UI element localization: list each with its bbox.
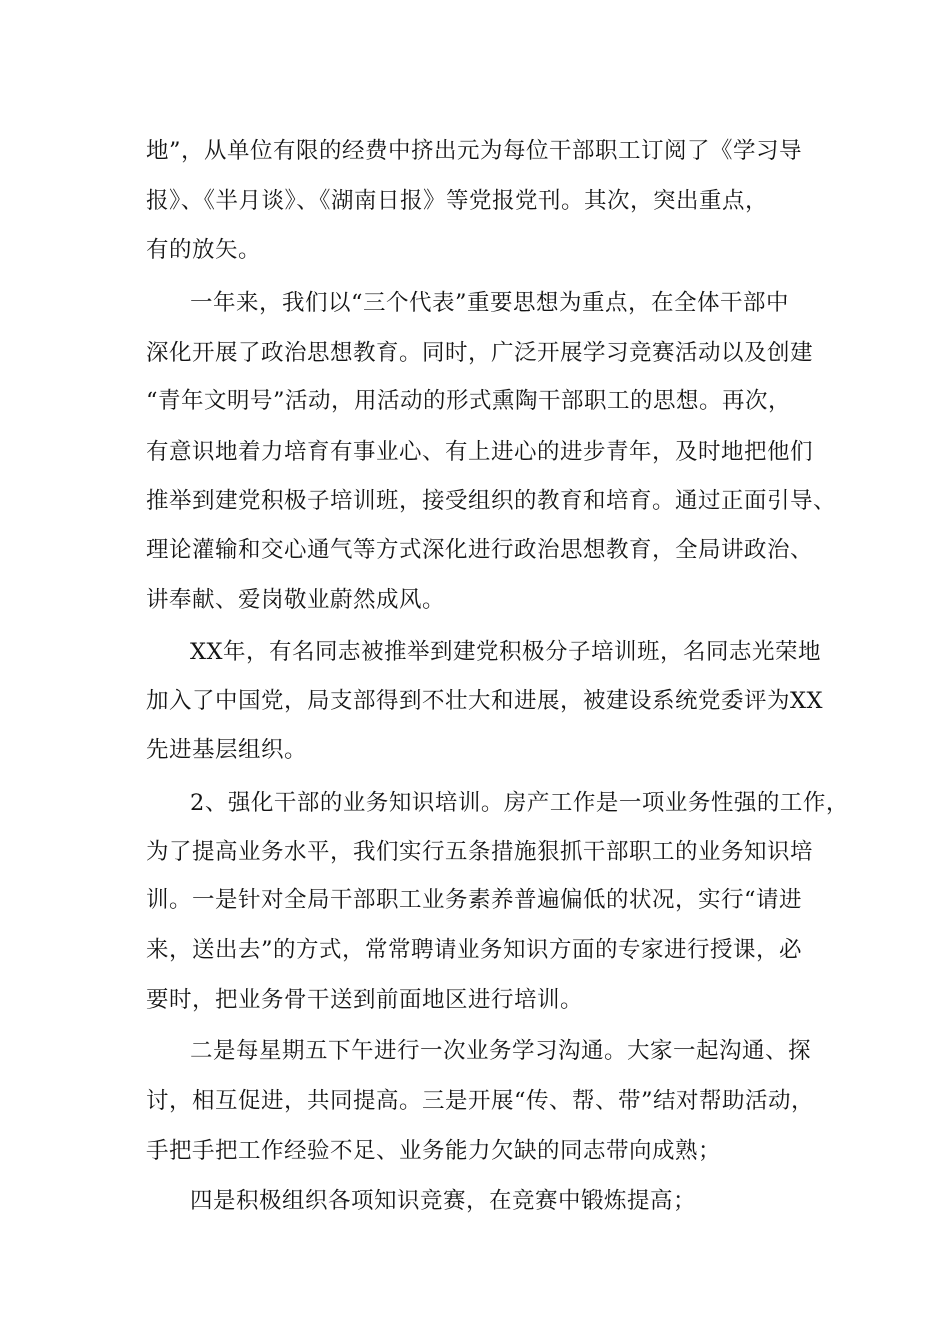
paragraph-start-line: 一年来，我们以“三个代表”重要思想为重点，在全体干部中 xyxy=(190,290,790,316)
paragraph-start-line: XX年，有名同志被推举到建党积极分子培训班，名同志光荣地 xyxy=(190,639,822,665)
text-line: 为了提高业务水平，我们实行五条措施狠抓干部职工的业务知识培 xyxy=(146,839,814,865)
paragraph-start-line: 二是每星期五下午进行一次业务学习沟通。大家一起沟通、探 xyxy=(190,1038,812,1064)
text-line: 讲奉献、爱岗敬业蔚然成风。 xyxy=(146,587,446,613)
text-line: 要时，把业务骨干送到前面地区进行培训。 xyxy=(146,987,584,1013)
paragraph-start-line: 2、强化干部的业务知识培训。房产工作是一项业务性强的工作， xyxy=(190,790,849,816)
text-line: 地”，从单位有限的经费中挤出元为每位干部职工订阅了《学习导 xyxy=(146,138,803,164)
text-line: 来，送出去”的方式，常常聘请业务知识方面的专家进行授课，必 xyxy=(146,937,803,963)
text-line: 先进基层组织。 xyxy=(146,737,308,763)
text-line: “青年文明号”活动，用活动的形式熏陶干部职工的思想。再次， xyxy=(146,388,792,414)
text-line: 深化开展了政治思想教育。同时，广泛开展学习竞赛活动以及创建 xyxy=(146,340,814,366)
text-line: 手把手把工作经验不足、业务能力欠缺的同志带向成熟； xyxy=(146,1138,722,1164)
text-line: 训。一是针对全局干部职工业务素养普遍偏低的状况，实行“请进 xyxy=(146,887,803,913)
text-line: 报》、《半月谈》、《湖南日报》等党报党刊。其次，突出重点， xyxy=(146,188,769,214)
text-line: 推举到建党积极子培训班，接受组织的教育和培育。通过正面引导、 xyxy=(146,488,837,514)
text-line: 理论灌输和交心通气等方式深化进行政治思想教育，全局讲政治、 xyxy=(146,537,814,563)
text-line: 加入了中国党，局支部得到不壮大和进展，被建设系统党委评为XX xyxy=(146,688,824,714)
paragraph-start-line: 四是积极组织各项知识竞赛，在竞赛中锻炼提高； xyxy=(190,1188,697,1214)
text-line: 有的放矢。 xyxy=(146,237,262,263)
text-line: 讨，相互促进，共同提高。三是开展“传、帮、带”结对帮助活动， xyxy=(146,1088,815,1114)
text-line: 有意识地着力培育有事业心、有上进心的进步青年，及时地把他们 xyxy=(146,439,814,465)
